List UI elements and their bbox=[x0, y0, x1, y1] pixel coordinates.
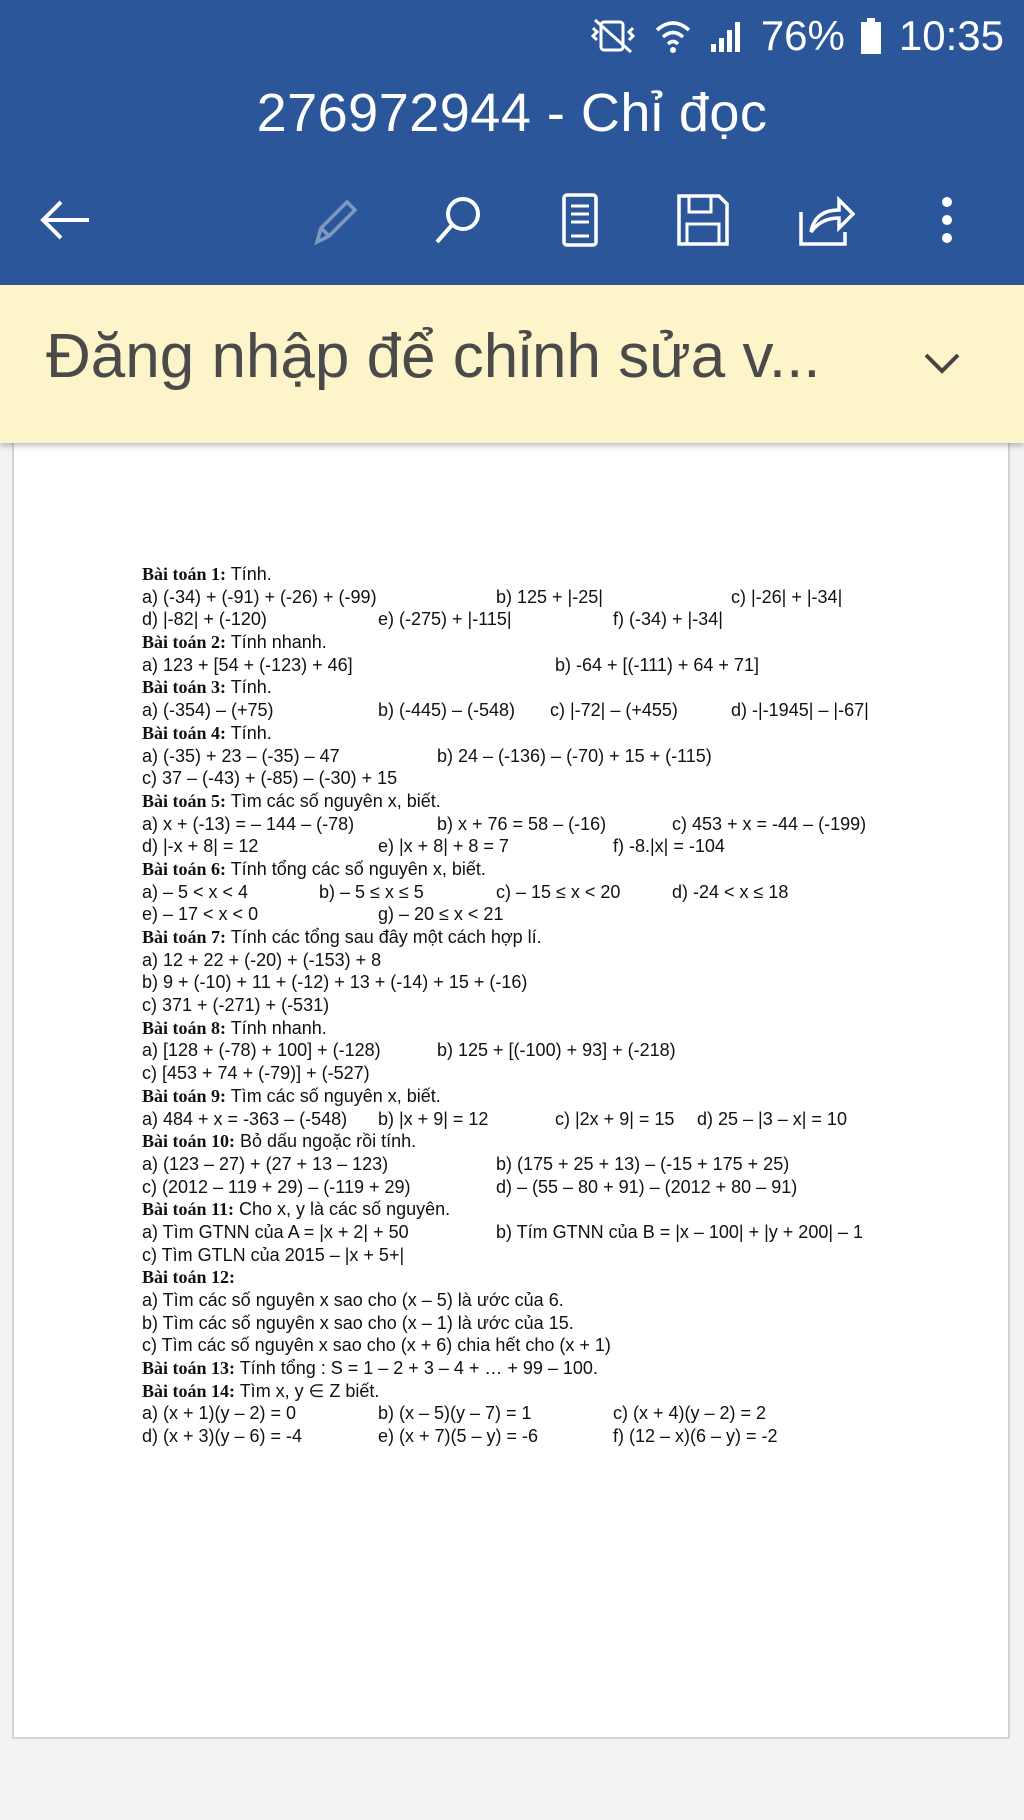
problem-line: a) – 5 < x < 4 b) – 5 ≤ x ≤ 5 c) – 15 ≤ x < 20 d) -24 < x ≤ 18 bbox=[142, 881, 789, 902]
search-icon[interactable] bbox=[424, 180, 494, 260]
problem-heading: Bài toán 5: Tìm các số nguyên x, biết. bbox=[142, 790, 441, 811]
toolbar bbox=[0, 180, 1024, 260]
problem-line: a) (x + 1)(y – 2) = 0 b) (x – 5)(y – 7) = 1 c) (x + 4)(y – 2) = 2 bbox=[142, 1403, 767, 1424]
problem-line: c) 37 – (-43) + (-85) – (-30) + 15 bbox=[142, 768, 398, 789]
problem-heading: Bài toán 9: Tìm các số nguyên x, biết. bbox=[142, 1085, 441, 1106]
banner-text: Đăng nhập để chỉnh sửa v... bbox=[46, 322, 821, 391]
problem-heading: Bài toán 1: Tính. bbox=[142, 564, 272, 584]
signal-icon bbox=[707, 16, 747, 56]
problem-line: d) |-x + 8| = 12 e) |x + 8| + 8 = 7 f) -8.|x| = -104 bbox=[142, 836, 725, 857]
more-options-icon[interactable] bbox=[912, 180, 982, 260]
problem-line: a) (-34) + (-91) + (-26) + (-99) b) 125 + |-25| c) |-26| + |-34| bbox=[142, 586, 843, 607]
share-icon[interactable] bbox=[790, 180, 860, 260]
problem-line: a) [128 + (-78) + 100] + (-128) b) 125 + [(-100) + 93] + (-218) bbox=[142, 1040, 676, 1061]
problem-line: e) – 17 < x < 0 g) – 20 ≤ x < 21 bbox=[142, 904, 504, 925]
problem-line: a) Tìm các số nguyên x sao cho (x – 5) là ước của 6. bbox=[142, 1290, 564, 1310]
document-title: 276972944 - Chỉ đọc bbox=[256, 83, 768, 143]
problem-line: a) Tìm GTNN của A = |x + 2| + 50 b) Tím GTNN của B = |x – 100| + |y + 200| – 1 bbox=[142, 1221, 864, 1242]
document-page bbox=[12, 443, 1010, 1739]
edit-pencil-icon[interactable] bbox=[300, 180, 370, 260]
problem-line: a) (-35) + 23 – (-35) – 47 b) 24 – (-136) – (-70) + 15 + (-115) bbox=[142, 745, 712, 766]
problem-heading: Bài toán 7: Tính các tổng sau đây một cách hợp lí. bbox=[142, 927, 542, 947]
problem-heading: Bài toán 11: Cho x, y là các số nguyên. bbox=[142, 1199, 451, 1220]
problem-line: a) (-354) – (+75) b) (-445) – (-548) c) |-72| – (+455) d) -|-1945| – |-67| bbox=[142, 700, 869, 721]
save-icon[interactable] bbox=[668, 180, 738, 260]
battery-percent: 76% bbox=[760, 12, 845, 59]
problem-heading: Bài toán 3: Tính. bbox=[142, 677, 272, 698]
problem-heading: Bài toán 8: Tính nhanh. bbox=[142, 1017, 327, 1038]
mute-vibrate-icon bbox=[587, 16, 639, 56]
app-bar bbox=[0, 0, 1024, 285]
problem-heading: Bài toán 2: Tính nhanh. bbox=[142, 632, 327, 653]
problem-line: c) (2012 – 119 + 29) – (-119 + 29) d) – (55 – 80 + 91) – (2012 + 80 – 91) bbox=[142, 1176, 798, 1197]
problem-heading: Bài toán 13: Tính tổng : S = 1 – 2 + 3 – 4 + … + 99 – 100. bbox=[142, 1358, 598, 1379]
problem-line: b) Tìm các số nguyên x sao cho (x – 1) là ước của 15. bbox=[142, 1312, 574, 1333]
problem-line: a) 123 + [54 + (-123) + 46] b) -64 + [(-111) + 64 + 71] bbox=[142, 654, 759, 675]
problem-line: c) Tìm các số nguyên x sao cho (x + 6) chia hết cho (x + 1) bbox=[142, 1335, 611, 1356]
mobile-view-icon[interactable] bbox=[545, 180, 615, 260]
problem-line: b) 9 + (-10) + 11 + (-12) + 13 + (-14) + 15 + (-16) bbox=[142, 972, 528, 993]
problem-heading: Bài toán 4: Tính. bbox=[142, 722, 272, 743]
problem-line: d) (x + 3)(y – 6) = -4 e) (x + 7)(5 – y) = -6 f) (12 – x)(6 – y) = -2 bbox=[142, 1426, 778, 1447]
problem-heading: Bài toán 14: Tìm x, y ∈ Z biết. bbox=[142, 1380, 380, 1401]
back-arrow-icon[interactable] bbox=[30, 180, 100, 260]
problem-line: c) Tìm GTLN của 2015 – |x + 5+| bbox=[142, 1244, 405, 1265]
document-content bbox=[142, 563, 942, 1448]
problem-line: c) 371 + (-271) + (-531) bbox=[142, 995, 330, 1016]
problem-line: a) x + (-13) = – 144 – (-78) b) x + 76 = 58 – (-16) c) 453 + x = -44 – (-199) bbox=[142, 813, 867, 834]
problem-line: a) 12 + 22 + (-20) + (-153) + 8 bbox=[142, 949, 382, 970]
problem-line: c) [453 + 74 + (-79)] + (-527) bbox=[142, 1063, 370, 1084]
problem-heading: Bài toán 10: Bỏ dấu ngoặc rồi tính. bbox=[142, 1131, 417, 1152]
problem-line: a) 484 + x = -363 – (-548) b) |x + 9| = 12 c) |2x + 9| = 15 d) 25 – |3 – x| = 10 bbox=[142, 1108, 847, 1129]
problem-heading: Bài toán 12: bbox=[142, 1267, 236, 1288]
status-bar bbox=[0, 0, 1024, 72]
wifi-icon bbox=[653, 16, 693, 56]
sign-in-banner[interactable] bbox=[0, 285, 1024, 443]
clock: 10:35 bbox=[898, 12, 1004, 59]
chevron-down-icon[interactable] bbox=[912, 331, 972, 391]
battery-icon bbox=[859, 16, 883, 56]
problem-line: a) (123 – 27) + (27 + 13 – 123) b) (175 + 25 + 13) – (-15 + 175 + 25) bbox=[142, 1153, 790, 1174]
problem-heading: Bài toán 6: Tính tổng các số nguyên x, biết. bbox=[142, 858, 486, 879]
problem-line: d) |-82| + (-120) e) (-275) + |-115| f) (-34) + |-34| bbox=[142, 609, 723, 630]
